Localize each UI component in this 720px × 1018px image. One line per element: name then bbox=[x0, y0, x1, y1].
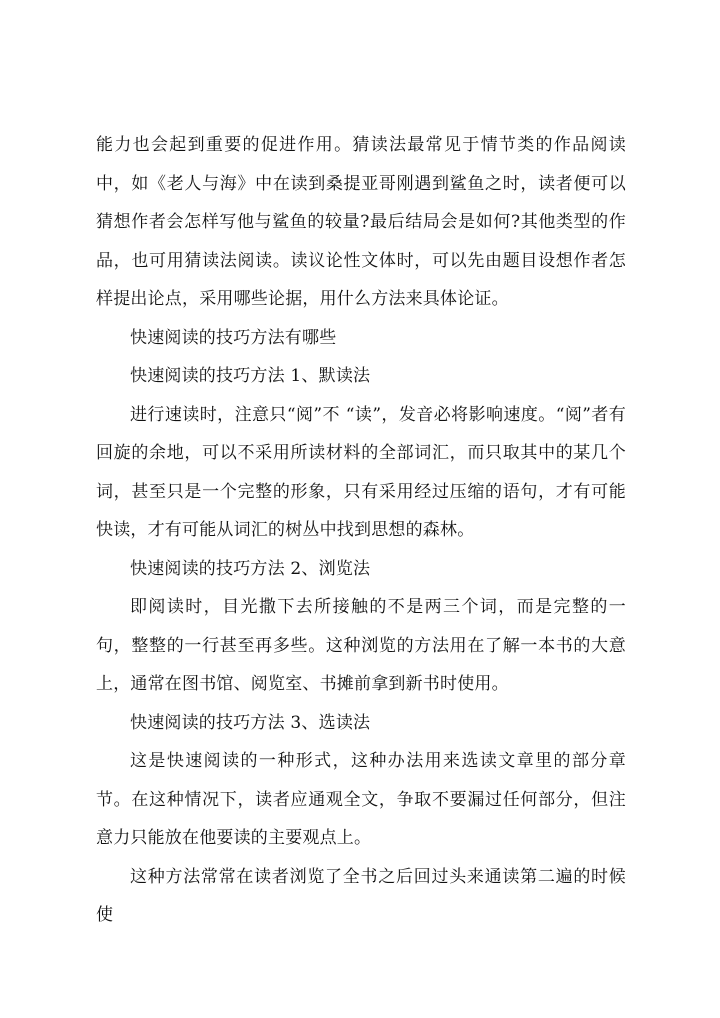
section-heading-silent-reading: 快速阅读的技巧方法 1、默读法 bbox=[130, 366, 371, 386]
section-heading-browsing: 快速阅读的技巧方法 2、浏览法 bbox=[130, 558, 371, 579]
paragraph-silent-reading: 进行速读时，注意只“阅”不 “读”，发音必将影响速度。“阅”者有回旋的余地，可以不采用所读材料的全部词汇，而只取其中的某几个词，甚至只是一个完整的形象，只有采用经过压缩的语句，才有可能快读，才有可能从词汇的树丛中找到思想的森林。 bbox=[96, 404, 626, 540]
paragraph-second-pass: 这种方法常常在读者浏览了全书之后回过头来通读第二遍的时候使 bbox=[96, 866, 626, 925]
document-body bbox=[96, 126, 626, 935]
section-heading-techniques: 快速阅读的技巧方法有哪些 bbox=[130, 327, 337, 348]
paragraph-selective-reading: 这是快速阅读的一种形式，这种办法用来选读文章里的部分章节。在这种情况下，读者应通观全文，争取不要漏过任何部分，但注意力只能放在他要读的主要观点上。 bbox=[96, 751, 626, 848]
paragraph-browsing: 即阅读时，目光撒下去所接触的不是两三个词，而是完整的一句，整整的一行甚至再多些。这种浏览的方法用在了解一本书的大意上，通常在图书馆、阅览室、书摊前拿到新书时使用。 bbox=[96, 597, 626, 694]
section-heading-selective-reading: 快速阅读的技巧方法 3、选读法 bbox=[130, 712, 371, 733]
paragraph-guess-reading: 能力也会起到重要的促进作用。猜读法最常见于情节类的作品阅读中，如《老人与海》中在读到桑提亚哥刚遇到鲨鱼之时，读者便可以猜想作者会怎样写他与鲨鱼的较量?最后结局会是如何?其他类型的作品，也可用猜读法阅读。读议论性文体时，可以先由题目设想作者怎样提出论点，采用哪些论据，用什么方法来具体论证。 bbox=[96, 135, 626, 309]
